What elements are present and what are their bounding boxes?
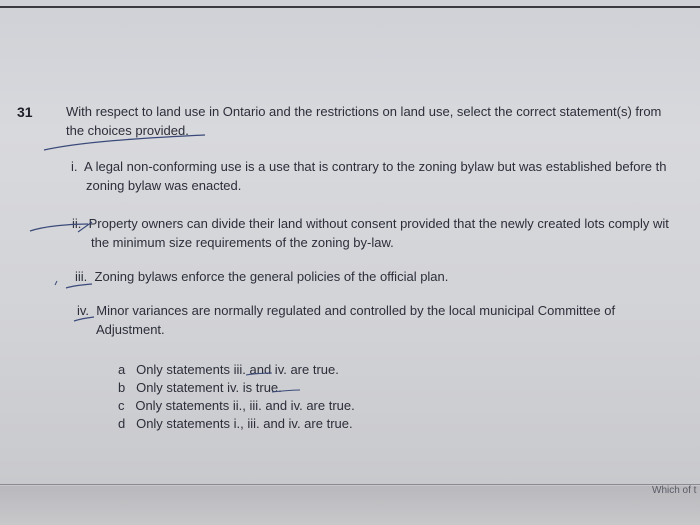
next-question-bleed-text: Which of t <box>652 485 697 496</box>
statement-i-line-2: zoning bylaw was enacted. <box>86 178 242 193</box>
statement-text: Minor variances are normally regulated and controlled by the local municipal Committee of <box>96 303 616 318</box>
pen-underline-ii <box>30 224 88 231</box>
statement-marker: ii. <box>72 216 82 231</box>
choice-letter: c <box>118 398 125 413</box>
statement-marker: iv. <box>77 303 90 318</box>
pen-underline-iii <box>66 284 92 288</box>
page-edge <box>0 486 700 525</box>
statement-text: Property owners can divide their land without consent provided that the newly created lots comply wit <box>88 216 669 231</box>
question-stem-line-1: With respect to land use in Ontario and the restrictions on land use, select the correct statement(s) from <box>66 104 662 119</box>
pen-underline-choice-a <box>246 373 272 375</box>
bottom-rule <box>0 484 700 485</box>
question-stem-line-2: the choices provided. <box>66 123 189 138</box>
pen-tick-mark <box>55 281 57 285</box>
choice-letter: b <box>118 380 126 395</box>
statement-marker: i. <box>71 159 78 174</box>
statement-iv-line-2: Adjustment. <box>96 322 165 337</box>
choice-letter: d <box>118 416 126 431</box>
choice-text: Only statement iv. is true. <box>136 380 282 395</box>
statement-text: A legal non-conforming use is a use that is contrary to the zoning bylaw but was established before th <box>84 159 667 174</box>
statement-marker: iii. <box>75 269 88 284</box>
choice-text: Only statements iii. and iv. are true. <box>136 362 339 377</box>
pen-underline-iv <box>74 317 94 321</box>
choice-text: Only statements ii., iii. and iv. are true. <box>135 398 355 413</box>
statement-ii-line-2: the minimum size requirements of the zoning by-law. <box>91 235 394 250</box>
statement-text: Zoning bylaws enforce the general policies of the official plan. <box>94 269 449 284</box>
pen-underline-stem <box>44 135 205 150</box>
question-number: 31 <box>17 104 33 120</box>
choice-letter: a <box>118 362 126 377</box>
pen-underline-choice-b <box>272 390 300 392</box>
choice-text: Only statements i., iii. and iv. are true. <box>136 416 353 431</box>
